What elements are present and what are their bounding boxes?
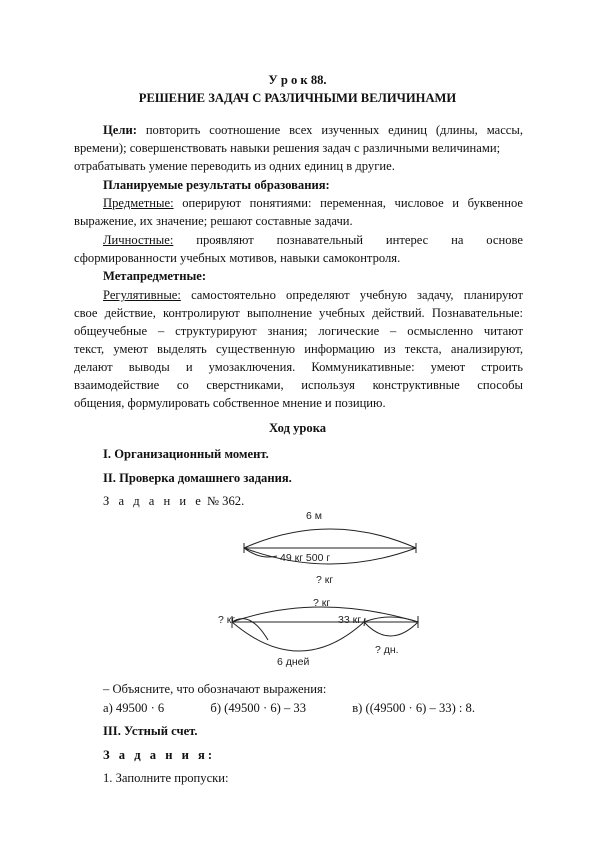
regulatory-line2: свое действие, контролируют выполнение учебных действий. Познавательные: [74,306,523,320]
diagram2-top-arc [232,607,418,622]
diagram2-bottom-arc [232,622,364,651]
section-organizational: I. Организационный момент. [103,447,269,461]
tasks-label: З а д а н и я: [103,748,216,762]
goals-text-1: повторить соотношение всех изученных единиц (длины, массы, [145,123,523,137]
diagram1-top-label: 6 м [306,510,322,522]
subject-label: Предметные: [103,196,174,210]
regulatory-line6: взаимодействие со сверстниками, используя конструктивные способы [74,378,523,392]
expression-c: в) ((49500 · 6) – 33) : 8. [352,701,475,715]
expressions-row [103,700,475,716]
explain-question: – Объясните, что обозначают выражения: [103,682,327,696]
diagram2-bottom-left-label: 6 дней [277,656,310,668]
diagram1-bottom-label: ? кг [316,574,334,586]
section-homework: II. Проверка домашнего задания. [103,471,292,485]
personal-text-1: проявляют познавательный интерес на основе [196,233,524,247]
course-heading: Ход урока [268,421,327,435]
goals-label: Цели: [103,123,137,137]
diagram2-top-label: ? кг [313,597,331,609]
diagram2-bottom-right-label: ? дн. [375,644,399,656]
expression-a: а) 49500 · 6 [103,701,165,715]
goals-line2: времени); совершенствовать навыки решения задач с различными величинами; [74,141,501,155]
task-label: З а д а н и е [103,494,204,508]
regulatory-text-1: самостоятельно определяют учебную задачу, планируют [191,288,523,302]
regulatory-line4: текст, умеют выделять существенную информацию из текста, анализируют, [74,342,523,356]
regulatory-line3: общеучебные – структурируют знания; логические – осмысленно читают [74,324,523,338]
personal-label: Личностные: [103,233,174,247]
diagram2-inner-label: 33 кг [338,614,362,626]
subject-text-1: оперируют понятиями: переменная, числовое и буквенное [182,196,524,210]
diagram2-left-label: ? кг [218,614,236,626]
subject-line2: выражение, их значение; решают составные задачи. [74,214,353,228]
section-oral-count: III. Устный счет. [103,724,198,738]
diagram2-right-ellipse [364,617,418,636]
task-number: № 362. [207,494,245,508]
task-fill-blanks: 1. Заполните пропуски: [103,771,229,785]
regulatory-line7: общения, формулировать собственное мнение и позицию. [74,396,386,410]
regulatory-label: Регулятивные: [103,288,181,302]
goals-line3: отрабатывать умение переводить из одних единиц в другие. [74,159,395,173]
personal-line2: сформированности учебных мотивов, навыки самоконтроля. [74,251,401,265]
lesson-title: РЕШЕНИЕ ЗАДАЧ С РАЗЛИЧНЫМИ ВЕЛИЧИНАМИ [138,91,457,105]
lesson-number: У р о к 88. [268,73,327,87]
expression-b: б) (49500 · 6) – 33 [210,701,307,715]
diagram1-inner-label: 49 кг 500 г [280,552,331,564]
regulatory-line5: делают выводы и умозаключения. Коммуникативные: умеют строить [74,360,523,374]
meta-heading: Метапредметные: [103,269,207,283]
planned-results-heading: Планируемые результаты образования: [103,178,330,192]
